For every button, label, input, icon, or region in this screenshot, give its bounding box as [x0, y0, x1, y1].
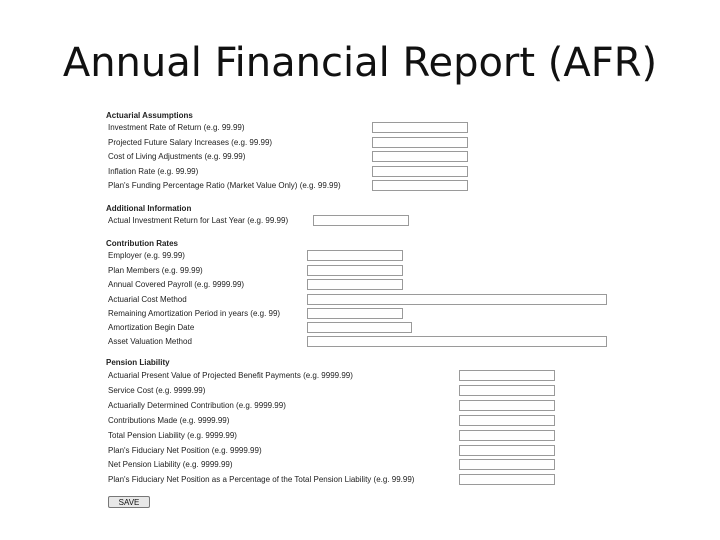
inflation-rate-input[interactable]	[372, 166, 468, 177]
actuarial-cost-method-input[interactable]	[307, 294, 607, 305]
annual-covered-payroll-input[interactable]	[307, 279, 403, 290]
page-title: Annual Financial Report (AFR)	[62, 40, 658, 86]
field-label: Projected Future Salary Increases (e.g. 99.99)	[108, 138, 273, 147]
section-header-additional-information: Additional Information	[106, 204, 192, 213]
actuarially-determined-contribution-input[interactable]	[459, 400, 555, 411]
field-label: Investment Rate of Return (e.g. 99.99)	[108, 123, 245, 132]
field-label: Actuarial Present Value of Projected Benefit Payments (e.g. 9999.99)	[108, 371, 353, 380]
field-label: Remaining Amortization Period in years (e.g. 99)	[108, 309, 281, 318]
field-label: Asset Valuation Method	[108, 337, 192, 346]
cost-of-living-input[interactable]	[372, 151, 468, 162]
fiduciary-net-position-percentage-input[interactable]	[459, 474, 555, 485]
actual-investment-return-input[interactable]	[313, 215, 409, 226]
field-label: Contributions Made (e.g. 9999.99)	[108, 416, 230, 425]
field-label: Actual Investment Return for Last Year (e.g. 99.99)	[108, 216, 289, 225]
field-label: Inflation Rate (e.g. 99.99)	[108, 167, 199, 176]
fiduciary-net-position-input[interactable]	[459, 445, 555, 456]
field-label: Actuarial Cost Method	[108, 295, 187, 304]
field-label: Total Pension Liability (e.g. 9999.99)	[108, 431, 237, 440]
field-label: Plan's Fiduciary Net Position (e.g. 9999.99)	[108, 446, 262, 455]
service-cost-input[interactable]	[459, 385, 555, 396]
field-label: Amortization Begin Date	[108, 323, 195, 332]
remaining-amortization-input[interactable]	[307, 308, 403, 319]
asset-valuation-method-input[interactable]	[307, 336, 607, 347]
field-label: Plan's Fiduciary Net Position as a Percentage of the Total Pension Liability (e.g. 99.99)	[108, 475, 415, 484]
investment-rate-input[interactable]	[372, 122, 468, 133]
field-label: Service Cost (e.g. 9999.99)	[108, 386, 206, 395]
funding-ratio-input[interactable]	[372, 180, 468, 191]
section-header-pension-liability: Pension Liability	[106, 358, 170, 367]
section-header-actuarial-assumptions: Actuarial Assumptions	[106, 111, 193, 120]
field-label: Actuarially Determined Contribution (e.g. 9999.99)	[108, 401, 286, 410]
plan-members-input[interactable]	[307, 265, 403, 276]
field-label: Plan's Funding Percentage Ratio (Market Value Only) (e.g. 99.99)	[108, 181, 341, 190]
field-label: Cost of Living Adjustments (e.g. 99.99)	[108, 152, 246, 161]
field-label: Net Pension Liability (e.g. 9999.99)	[108, 460, 233, 469]
employer-input[interactable]	[307, 250, 403, 261]
field-label: Employer (e.g. 99.99)	[108, 251, 185, 260]
net-pension-liability-input[interactable]	[459, 459, 555, 470]
section-header-contribution-rates: Contribution Rates	[106, 239, 178, 248]
field-label: Annual Covered Payroll (e.g. 9999.99)	[108, 280, 245, 289]
salary-increases-input[interactable]	[372, 137, 468, 148]
amortization-begin-date-input[interactable]	[307, 322, 412, 333]
contributions-made-input[interactable]	[459, 415, 555, 426]
save-button[interactable]: SAVE	[108, 496, 150, 508]
actuarial-present-value-input[interactable]	[459, 370, 555, 381]
field-label: Plan Members (e.g. 99.99)	[108, 266, 203, 275]
total-pension-liability-input[interactable]	[459, 430, 555, 441]
